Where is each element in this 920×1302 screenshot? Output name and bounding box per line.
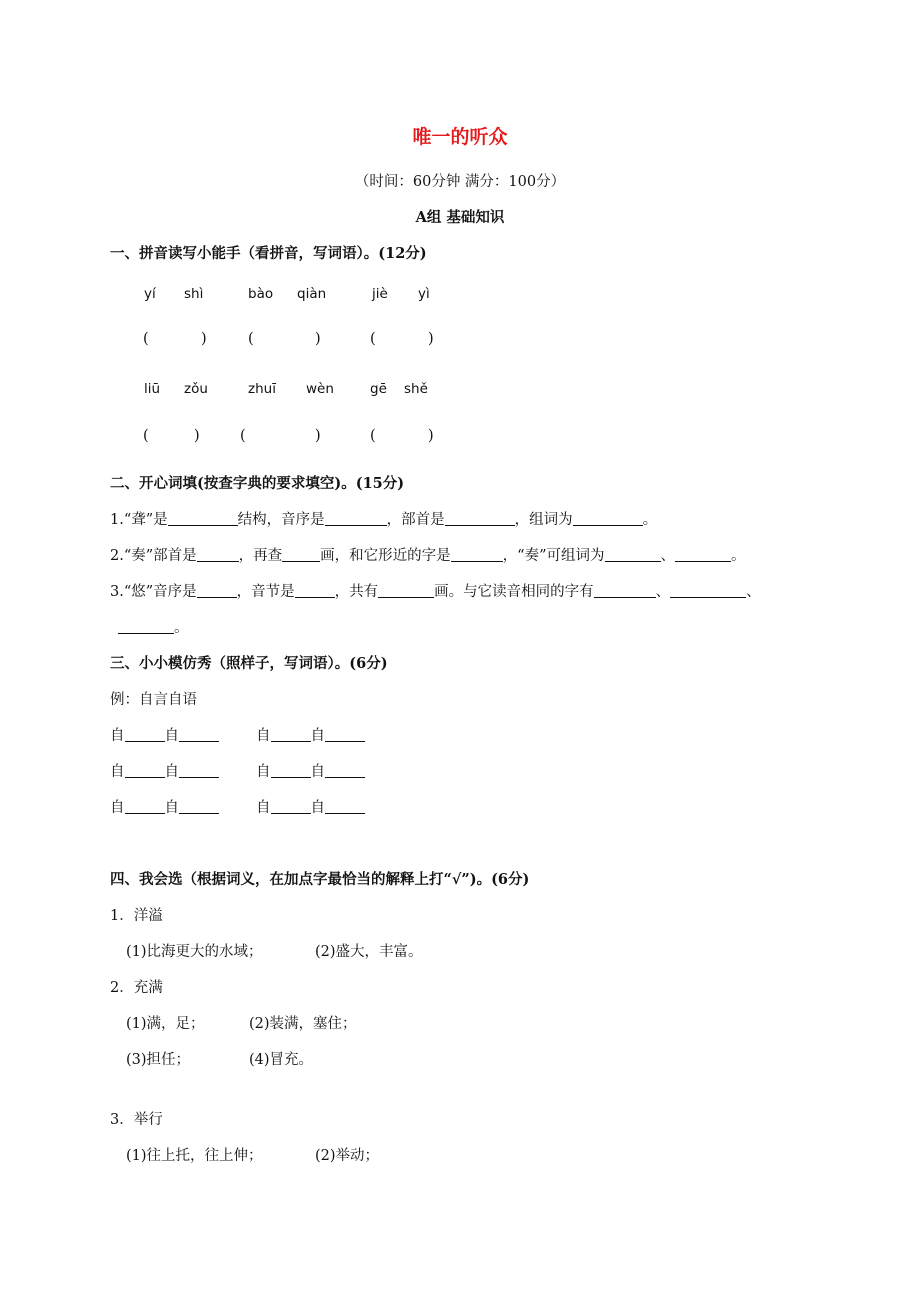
question-2-3-continued xyxy=(118,616,189,637)
question-text: 3.“悠”音序是 xyxy=(110,584,197,600)
imitation-row-2 xyxy=(110,760,219,781)
question-text: 。 xyxy=(642,512,658,528)
choice-option[interactable]: (2)盛大，丰富。 xyxy=(315,944,423,960)
paren-open: ( xyxy=(370,331,376,347)
imitation-row-2b xyxy=(256,760,365,781)
question-text: 2.“奏”部首是 xyxy=(110,548,197,564)
answer-blank[interactable] xyxy=(197,583,237,598)
question-text: 、 xyxy=(655,584,671,600)
char: 自 xyxy=(256,728,271,744)
answer-blank[interactable] xyxy=(125,727,165,742)
pinyin: zhuī xyxy=(248,381,276,397)
question-text: ，“奏”可组词为 xyxy=(502,548,605,564)
page-title: 唯一的听众 xyxy=(412,126,508,148)
question-text: 画。与它读音相同的字有 xyxy=(434,584,594,600)
choice-word: 3．举行 xyxy=(110,1112,163,1128)
paren-open: ( xyxy=(143,428,149,444)
answer-blank[interactable] xyxy=(325,727,365,742)
paren-close: ) xyxy=(428,331,434,347)
choice-option[interactable]: (2)举动； xyxy=(315,1148,380,1164)
pinyin: shì xyxy=(184,286,204,302)
answer-blank[interactable] xyxy=(451,547,503,562)
question-2-3 xyxy=(110,580,761,601)
paren-close: ) xyxy=(201,331,207,347)
question-text: 。 xyxy=(174,620,189,636)
answer-blank[interactable] xyxy=(118,619,174,634)
answer-blank[interactable] xyxy=(197,547,239,562)
exam-info: （时间：60分钟 满分：100分） xyxy=(354,174,566,190)
answer-blank[interactable] xyxy=(295,583,335,598)
char: 自 xyxy=(110,800,125,816)
pinyin: zǒu xyxy=(184,381,208,397)
answer-parens-row-2 xyxy=(0,428,920,448)
pinyin: qiàn xyxy=(297,286,327,302)
answer-blank[interactable] xyxy=(573,511,643,526)
char: 自 xyxy=(164,764,179,780)
char: 自 xyxy=(256,800,271,816)
question-2-1 xyxy=(110,508,657,529)
answer-blank[interactable] xyxy=(445,511,515,526)
paren-close: ) xyxy=(428,428,434,444)
imitation-row-3 xyxy=(110,796,219,817)
answer-blank[interactable] xyxy=(594,583,656,598)
answer-blank[interactable] xyxy=(605,547,661,562)
answer-blank[interactable] xyxy=(179,799,219,814)
paren-close: ) xyxy=(194,428,200,444)
answer-blank[interactable] xyxy=(675,547,731,562)
question-text: 、 xyxy=(660,548,675,564)
group-heading: A组 基础知识 xyxy=(415,209,505,226)
question-text: 。 xyxy=(731,548,746,564)
example-text: 例：自言自语 xyxy=(110,692,197,708)
pinyin: gē xyxy=(370,381,387,397)
char: 自 xyxy=(310,800,325,816)
answer-parens-row-1 xyxy=(0,331,920,351)
pinyin: jiè xyxy=(372,286,388,302)
answer-blank[interactable] xyxy=(271,727,311,742)
question-text: ，共有 xyxy=(334,584,379,600)
answer-blank[interactable] xyxy=(271,763,311,778)
question-text: ，音节是 xyxy=(236,584,295,600)
section1-heading: 一、拼音读写小能手（看拼音，写词语）。(12分) xyxy=(110,245,427,262)
char: 自 xyxy=(164,800,179,816)
pinyin: bào xyxy=(248,286,274,302)
answer-blank[interactable] xyxy=(125,763,165,778)
char: 自 xyxy=(310,728,325,744)
imitation-row-1 xyxy=(110,724,219,745)
imitation-row-3b xyxy=(256,796,365,817)
pinyin: shě xyxy=(404,381,428,397)
imitation-row-1b xyxy=(256,724,365,745)
section3-heading: 三、小小模仿秀（照样子，写词语）。(6分) xyxy=(110,655,388,672)
paren-open: ( xyxy=(143,331,149,347)
answer-blank[interactable] xyxy=(282,547,320,562)
answer-blank[interactable] xyxy=(125,799,165,814)
char: 自 xyxy=(110,764,125,780)
paren-open: ( xyxy=(370,428,376,444)
paren-open: ( xyxy=(248,331,254,347)
choice-option[interactable]: (1)满，足； xyxy=(126,1016,205,1032)
question-2-2 xyxy=(110,544,746,565)
pinyin-row-2 xyxy=(0,381,920,401)
question-text: ，部首是 xyxy=(386,512,445,528)
question-text: 画，和它形近的字是 xyxy=(320,548,451,564)
question-text: 、 xyxy=(746,584,761,600)
answer-blank[interactable] xyxy=(271,799,311,814)
answer-blank[interactable] xyxy=(378,583,434,598)
choice-word: 1．洋溢 xyxy=(110,908,163,924)
question-text: 1.“聋”是 xyxy=(110,512,168,528)
choice-option[interactable]: (2)装满，塞住； xyxy=(249,1016,357,1032)
question-text: 结构，音序是 xyxy=(237,512,325,528)
question-text: ，再查 xyxy=(238,548,283,564)
answer-blank[interactable] xyxy=(325,763,365,778)
pinyin-row-1 xyxy=(0,286,920,306)
answer-blank[interactable] xyxy=(168,511,238,526)
char: 自 xyxy=(256,764,271,780)
answer-blank[interactable] xyxy=(179,727,219,742)
answer-blank[interactable] xyxy=(179,763,219,778)
pinyin: wèn xyxy=(306,381,334,397)
choice-word: 2．充满 xyxy=(110,980,163,996)
answer-blank[interactable] xyxy=(325,511,387,526)
choice-option[interactable]: (3)担任； xyxy=(126,1052,191,1068)
char: 自 xyxy=(110,728,125,744)
char: 自 xyxy=(164,728,179,744)
section2-heading: 二、开心词填(按查字典的要求填空)。(15分) xyxy=(110,475,405,492)
pinyin: liū xyxy=(144,381,161,397)
paren-open: ( xyxy=(240,428,246,444)
question-text: ，组词为 xyxy=(514,512,573,528)
choice-option[interactable]: (4)冒充。 xyxy=(249,1052,314,1068)
answer-blank[interactable] xyxy=(325,799,365,814)
choice-option[interactable]: (1)比海更大的水域； xyxy=(126,944,263,960)
pinyin: yì xyxy=(418,286,430,302)
section4-heading: 四、我会选（根据词义，在加点字最恰当的解释上打“√”)。(6分) xyxy=(110,871,530,888)
char: 自 xyxy=(310,764,325,780)
answer-blank[interactable] xyxy=(670,583,746,598)
paren-close: ) xyxy=(315,428,321,444)
pinyin: yí xyxy=(144,286,156,302)
paren-close: ) xyxy=(315,331,321,347)
choice-option[interactable]: (1)往上托，往上伸； xyxy=(126,1148,263,1164)
